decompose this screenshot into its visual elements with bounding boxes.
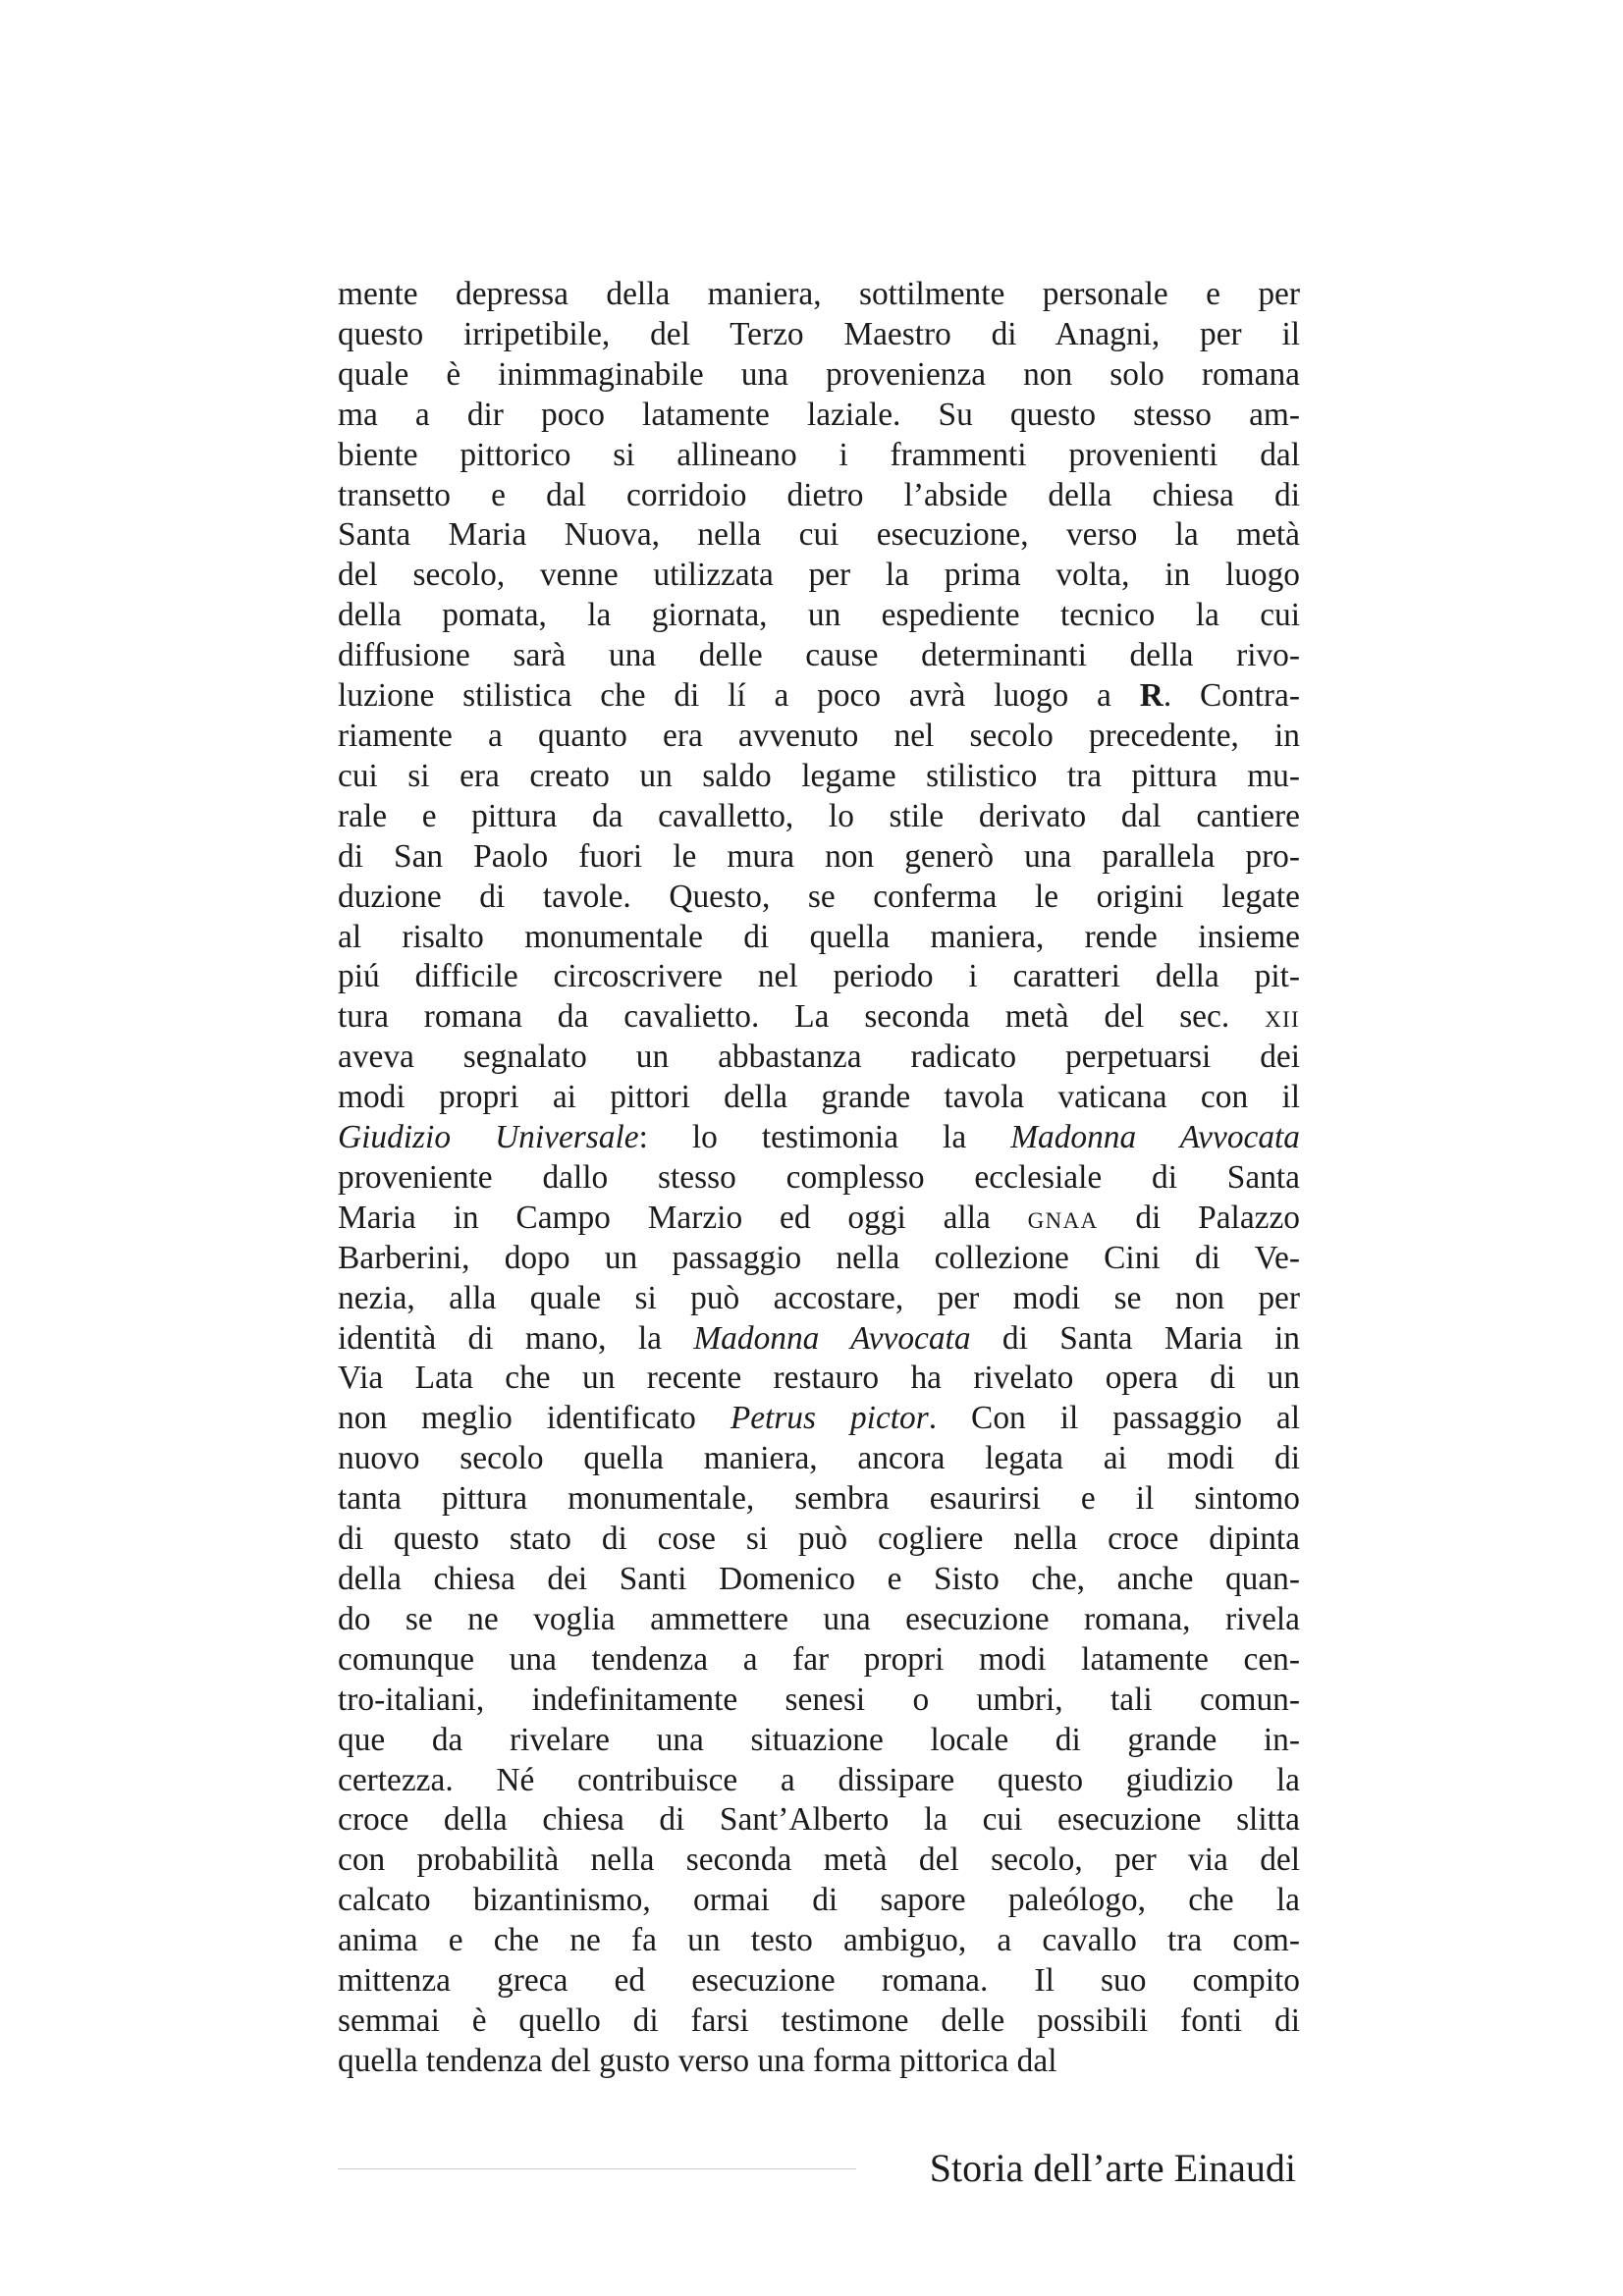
text-segment: diffusione sarà una delle cause determinanti della rivo- (338, 637, 1300, 674)
text-line (338, 1439, 1300, 1479)
text-line (338, 1158, 1300, 1199)
text-segment: di Palazzo (1098, 1199, 1300, 1236)
text-segment: della pomata, la giornata, un espediente tecnico la cui (338, 597, 1300, 634)
text-segment: di questo stato di cose si può cogliere nella croce dipinta (338, 1521, 1300, 1558)
text-segment: della chiesa dei Santi Domenico e Sisto che, anche quan- (338, 1561, 1300, 1597)
text-line (338, 1800, 1300, 1841)
text-line (338, 997, 1300, 1038)
text-segment: del secolo, venne utilizzata per la prima volta, in luogo (338, 557, 1300, 594)
text-segment: Madonna Avvocata (1010, 1119, 1301, 1156)
text-segment: quella tendenza del gusto verso una forma pittorica dal (338, 2042, 1057, 2079)
text-segment: Giudizio Universale (338, 1119, 639, 1156)
text-line (338, 1479, 1300, 1520)
text-segment: piú difficile circoscrivere nel periodo i caratteri della pit- (338, 958, 1300, 995)
text-line (338, 717, 1300, 757)
text-segment: questo irripetibile, del Terzo Maestro di Anagni, per il (338, 315, 1300, 352)
text-line (338, 1681, 1300, 1721)
text-line (338, 596, 1300, 636)
text-segment: luzione stilistica che di lí a poco avrà luogo a (338, 677, 1140, 715)
text-line (338, 1038, 1300, 1078)
text-segment: . Contra- (1163, 677, 1300, 715)
footer-publication-title: Storia dell’arte Einaudi (929, 2146, 1296, 2190)
text-segment: tanta pittura monumentale, sembra esaurirsi e il sintomo (338, 1480, 1300, 1518)
text-segment: identità di mano, la (338, 1319, 694, 1357)
text-segment: certezza. Né contribuisce a dissipare questo giudizio la (338, 1761, 1300, 1798)
text-segment: . Con il passaggio al (928, 1400, 1300, 1437)
text-segment: : lo testimonia la (638, 1119, 1011, 1156)
text-segment: Santa Maria Nuova, nella cui esecuzione, verso la metà (338, 516, 1300, 554)
text-line (338, 918, 1300, 958)
text-line (338, 1199, 1300, 1239)
text-segment: nezia, alla quale si può accostare, per modi se non per (338, 1279, 1300, 1316)
text-segment: aveva segnalato un abbastanza radicato perpetuarsi dei (338, 1039, 1300, 1076)
text-line (338, 1279, 1300, 1319)
text-segment: tura romana da cavalietto. La seconda metà del sec. (338, 998, 1266, 1036)
text-segment: croce della chiesa di Sant’Alberto la cui esecuzione slitta (338, 1801, 1300, 1839)
text-segment: gnaa (1027, 1199, 1099, 1236)
text-segment: duzione di tavole. Questo, se conferma le origini legate (338, 878, 1300, 915)
text-line (338, 837, 1300, 878)
text-line (338, 396, 1300, 436)
text-segment: semmai è quello di farsi testimone delle possibili fonti di (338, 2002, 1300, 2039)
text-segment: anima e che ne fa un testo ambiguo, a cavallo tra com- (338, 1922, 1300, 1959)
text-segment: tro-italiani, indefinitamente senesi o umbri, tali comun- (338, 1681, 1300, 1718)
text-segment: Petrus pictor (730, 1400, 929, 1437)
text-line (338, 315, 1300, 355)
text-line (338, 556, 1300, 596)
text-line (338, 2002, 1300, 2042)
text-line (338, 1640, 1300, 1681)
text-segment: rale e pittura da cavalletto, lo stile derivato dal cantiere (338, 797, 1300, 834)
text-line (338, 676, 1300, 717)
text-segment: mittenza greca ed esecuzione romana. Il suo compito (338, 1962, 1300, 2000)
text-line (338, 1239, 1300, 1279)
text-line (338, 355, 1300, 396)
text-segment: Barberini, dopo un passaggio nella collezione Cini di Ve- (338, 1239, 1300, 1276)
text-segment: Via Lata che un recente restauro ha rivelato opera di un (338, 1360, 1300, 1397)
text-line (338, 1600, 1300, 1640)
text-segment: nuovo secolo quella maniera, ancora legata ai modi di (338, 1440, 1300, 1477)
text-segment: proveniente dallo stesso complesso ecclesiale di Santa (338, 1158, 1300, 1196)
text-line (338, 1921, 1300, 1961)
text-line (338, 1841, 1300, 1881)
text-line (338, 2042, 1300, 2082)
text-line (338, 757, 1300, 797)
text-line (338, 957, 1300, 997)
text-segment: Madonna Avvocata (693, 1319, 971, 1357)
text-line (338, 1881, 1300, 1921)
text-line (338, 1520, 1300, 1560)
text-segment: calcato bizantinismo, ormai di sapore paleólogo, che la (338, 1882, 1300, 1919)
text-line (338, 1319, 1300, 1360)
text-segment: mente depressa della maniera, sottilmente personale e per (338, 276, 1300, 312)
footer-rule (338, 2168, 856, 2169)
text-line (338, 476, 1300, 516)
text-segment: ma a dir poco latamente laziale. Su questo stesso am- (338, 396, 1300, 433)
body-paragraph (338, 275, 1300, 2082)
text-segment: al risalto monumentale di quella maniera, rende insieme (338, 918, 1300, 955)
text-line (338, 515, 1300, 556)
text-line (338, 636, 1300, 676)
text-line (338, 797, 1300, 837)
text-line (338, 1118, 1300, 1158)
text-segment: que da rivelare una situazione locale di grande in- (338, 1721, 1300, 1758)
text-segment: biente pittorico si allineano i frammenti provenienti dal (338, 436, 1300, 473)
text-segment: modi propri ai pittori della grande tavola vaticana con il (338, 1079, 1300, 1116)
text-segment: di San Paolo fuori le mura non generò una parallela pro- (338, 837, 1300, 875)
text-segment: quale è inimmaginabile una provenienza non solo romana (338, 355, 1300, 393)
text-line (338, 1560, 1300, 1600)
text-segment: con probabilità nella seconda metà del secolo, per via del (338, 1842, 1300, 1879)
text-segment: cui si era creato un saldo legame stilistico tra pittura mu- (338, 757, 1300, 794)
text-segment: non meglio identificato (338, 1400, 730, 1437)
text-segment: Maria in Campo Marzio ed oggi alla (338, 1199, 1028, 1236)
text-segment: riamente a quanto era avvenuto nel secolo precedente, in (338, 717, 1300, 754)
text-segment: comunque una tendenza a far propri modi latamente cen- (338, 1640, 1300, 1678)
text-line (338, 1078, 1300, 1118)
text-line (338, 1399, 1300, 1439)
text-segment: transetto e dal corridoio dietro l’abside della chiesa di (338, 476, 1300, 513)
text-segment: R (1139, 677, 1163, 715)
text-line (338, 1359, 1300, 1399)
text-segment: do se ne voglia ammettere una esecuzione romana, rivela (338, 1600, 1300, 1637)
text-line (338, 275, 1300, 315)
text-line (338, 1761, 1300, 1801)
text-line (338, 1721, 1300, 1761)
text-segment: di Santa Maria in (970, 1319, 1300, 1357)
text-segment: xii (1265, 998, 1300, 1036)
text-line (338, 878, 1300, 918)
text-line (338, 436, 1300, 476)
text-line (338, 1961, 1300, 2002)
